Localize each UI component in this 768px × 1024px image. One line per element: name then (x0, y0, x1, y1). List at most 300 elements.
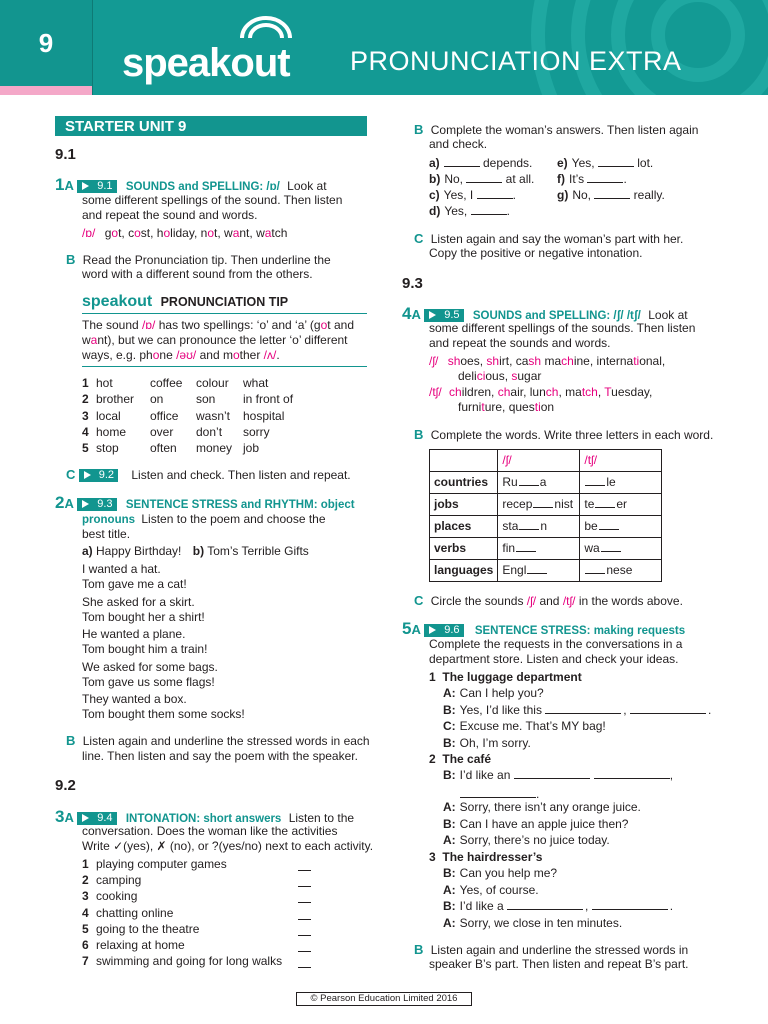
option-label: a) (82, 544, 93, 558)
list-word: often (150, 441, 177, 456)
table-cell (498, 472, 580, 494)
cell-text: te (584, 497, 595, 511)
speaker-label: A: (443, 833, 456, 847)
phonetic-symbol: /ʃ/ (526, 594, 537, 608)
list-word: office (150, 408, 179, 423)
dialogue-line (443, 800, 641, 815)
exercise-heading: SOUNDS and SPELLING: /ʃ/ /tʃ/ (472, 310, 641, 322)
list-item-number: 2 (82, 873, 89, 888)
list-word: coffee (150, 376, 183, 390)
answer-blank[interactable] (514, 768, 590, 779)
track-number: 9.2 (95, 469, 118, 482)
word-highlight: tch (581, 385, 598, 399)
dialogue-text: Can you help me? (459, 866, 558, 880)
exercise-letter: C (414, 593, 424, 608)
cell-text: le (606, 475, 616, 489)
sh-words-line1 (429, 354, 665, 369)
answer-suffix: . (623, 172, 627, 186)
cell-text: nist (554, 497, 574, 511)
cell-text: n (540, 519, 548, 533)
audio-play-icon[interactable] (77, 498, 93, 511)
activity-text: camping (96, 873, 142, 888)
answer-label: c) (429, 188, 440, 202)
cell-text: be (584, 519, 598, 533)
word-highlight: sh (447, 354, 461, 368)
cell-text: fin (502, 541, 516, 555)
cell-text: er (616, 497, 628, 511)
phonetic-symbol: /ɒ/ (142, 318, 156, 332)
table-header-cell: /ʃ/ (498, 450, 580, 472)
list-item-number: 1 (82, 376, 89, 390)
word-highlight: a (264, 226, 272, 240)
instruction-text: line. Then listen and say the poem with the speaker. (82, 749, 358, 763)
sound-example-words (82, 226, 287, 241)
list-item-number: 3 (82, 889, 89, 904)
word-part: st, (140, 226, 157, 240)
list-word: in front of (243, 392, 294, 407)
instruction-text: word with a different sound from the others. (82, 267, 313, 281)
word-part: tch (271, 226, 288, 240)
cell-blank[interactable] (599, 520, 619, 530)
answer-item (557, 188, 665, 203)
answer-blank[interactable] (298, 957, 311, 968)
answer-label: d) (429, 204, 441, 218)
cell-blank[interactable] (533, 498, 553, 508)
list-word: don’t (196, 424, 223, 439)
answer-blank[interactable] (298, 925, 311, 936)
poem-line: Tom bought them some socks! (82, 707, 245, 721)
word-highlight: a (232, 226, 240, 240)
word-part: w (224, 226, 233, 240)
poem-line: She asked for a skirt. (82, 595, 195, 609)
speaker-label: A: (443, 800, 456, 814)
phonetic-symbol: /tʃ/ (429, 385, 442, 399)
list-word: wasn’t (196, 408, 231, 423)
word-highlight: ch (497, 385, 511, 399)
speaker-label: B: (443, 702, 456, 717)
word-highlight: o (134, 226, 141, 240)
answer-prefix: No, (444, 172, 467, 186)
word-part: nt, (239, 226, 257, 240)
word-part: n (200, 226, 208, 240)
word-highlight: o (207, 226, 214, 240)
word-highlight: ch (561, 354, 574, 368)
tip-rule (82, 313, 367, 314)
word-highlight: sh (528, 354, 542, 368)
dialogue-line (443, 736, 531, 751)
table-row-header: countries (430, 472, 498, 494)
cell-blank[interactable] (585, 476, 605, 486)
exercise-heading: pronouns (82, 514, 136, 526)
table-row (430, 494, 662, 516)
tip-text: and (330, 318, 354, 332)
table-cell (498, 494, 580, 516)
answer-item (557, 156, 653, 171)
tip-rule (82, 366, 367, 367)
dialogue-text: Can I help you? (459, 686, 544, 700)
speaker-label: B: (443, 899, 456, 913)
exercise-number: 1 (55, 175, 65, 194)
answer-item (429, 188, 516, 203)
tip-text: ther (239, 348, 264, 362)
pronunciation-tip-heading (82, 292, 288, 312)
instruction-text: Listen to the poem and choose the (141, 512, 326, 526)
word-highlight: sh (486, 354, 500, 368)
tip-text: ne (159, 348, 177, 362)
word-highlight: ti (633, 354, 640, 368)
answer-blank[interactable] (630, 703, 706, 714)
answer-item (429, 156, 532, 171)
tip-text: . (276, 348, 280, 362)
audio-play-icon[interactable] (77, 180, 93, 193)
list-word: stop (96, 441, 119, 456)
answer-blank[interactable] (477, 188, 513, 199)
list-word: colour (196, 376, 229, 390)
exercise-letter: A (64, 496, 74, 511)
answer-prefix: Yes, (444, 204, 471, 218)
option-text: Tom’s Terrible Gifts (207, 544, 309, 558)
section-9-1: 9.1 (55, 146, 76, 163)
list-word: what (243, 376, 269, 390)
activity-text: playing computer games (96, 857, 227, 871)
word-part: g (104, 226, 112, 240)
exercise-letter: A (64, 178, 74, 193)
list-item-number: 4 (82, 905, 89, 920)
answer-item (429, 204, 510, 219)
exercise-number: 5 (402, 619, 412, 638)
unit-number-bar (0, 86, 92, 95)
track-number: 9.6 (440, 624, 463, 637)
cell-blank[interactable] (595, 498, 615, 508)
track-number: 9.1 (93, 180, 116, 193)
poem-line: I wanted a hat. (82, 562, 161, 576)
dialogue-text: Yes, of course. (459, 882, 539, 897)
instruction-text: best title. (82, 527, 131, 541)
list-word: local (96, 408, 121, 423)
answer-label: e) (557, 156, 568, 170)
list-item-number: 6 (82, 938, 89, 952)
table-cell (580, 560, 662, 582)
poem-line: Tom bought her a shirt! (82, 610, 205, 624)
phonetic-symbol: /ɒ/ (82, 226, 96, 240)
word-highlight: T (604, 385, 612, 399)
instruction-text: in the words above. (575, 594, 683, 608)
list-item-number: 5 (82, 921, 89, 936)
dialogue-line: B: I’d like an , . (443, 768, 674, 801)
table-row-header: jobs (430, 494, 498, 516)
word-highlight: o (163, 226, 171, 240)
tip-text: and m (196, 348, 233, 362)
table-row (430, 516, 662, 538)
instruction-text: Listen again and underline the stressed words in (430, 943, 689, 957)
speaker-label: A: (443, 686, 456, 700)
exercise-letter: C (414, 231, 424, 246)
exercise-letter: B (414, 942, 424, 957)
option-label: b) (192, 544, 205, 558)
word-part: liday, (170, 226, 201, 240)
poem-line: Tom gave us some flags! (82, 675, 215, 689)
list-item-number: 1 (82, 857, 89, 871)
section-9-3: 9.3 (402, 275, 423, 292)
cell-blank[interactable] (601, 542, 621, 552)
instruction-text: and repeat the sound and words. (82, 208, 258, 222)
cell-blank[interactable] (516, 542, 536, 552)
answer-blank[interactable] (545, 703, 621, 714)
logo-speak: speak (122, 41, 231, 85)
answer-blank[interactable] (594, 768, 670, 779)
sh-words-line2: delicious, sugar (458, 369, 542, 383)
dialogue-text: I’d like a (459, 899, 508, 913)
word-highlight: ch (449, 385, 462, 399)
list-word: hospital (243, 408, 285, 423)
answer-prefix: No, (572, 188, 595, 202)
cell-blank[interactable] (519, 520, 539, 530)
tip-text-line3 (82, 348, 280, 363)
activity-text: swimming and going for long walks (96, 954, 283, 969)
tip-text: ways, e.g. ph (82, 348, 153, 362)
conversation-number: 2 (429, 752, 436, 766)
exercise-5b (414, 942, 688, 958)
answer-prefix: Yes, I (443, 188, 477, 202)
exercise-heading: SENTENCE STRESS: making requests (474, 625, 686, 637)
exercise-2b (66, 733, 370, 749)
answer-blank[interactable] (598, 156, 634, 167)
speaker-label: B: (443, 735, 456, 750)
phonetic-symbol: /tʃ/ (562, 594, 576, 608)
activity-text: cooking (96, 889, 138, 904)
dialogue-text: Oh, I’m sorry. (459, 735, 531, 750)
instruction-text: Copy the positive or negative intonation. (429, 246, 643, 260)
logo-arc-icon (236, 16, 296, 40)
conversation-number: 1 (429, 670, 436, 684)
list-word: brother (96, 392, 135, 407)
dialogue-text: Sorry, there’s no juice today. (459, 833, 610, 847)
word-highlight: o (232, 348, 240, 362)
cell-text: wa (584, 541, 600, 555)
list-word: money (196, 441, 233, 456)
answer-suffix: depends. (479, 156, 533, 170)
speaker-label: A: (443, 915, 456, 930)
page-title: PRONUNCIATION EXTRA (350, 46, 682, 76)
exercise-letter: A (411, 622, 421, 637)
answer-label: f) (557, 172, 565, 186)
example-words (105, 226, 288, 240)
dialogue-line: B: I’d like a , . (443, 899, 674, 913)
audio-play-icon[interactable] (424, 624, 440, 637)
cell-text: a (539, 475, 547, 489)
table-cell (580, 472, 662, 494)
answer-blank[interactable] (298, 876, 311, 887)
word-part: w (256, 226, 265, 240)
answer-blank[interactable] (594, 188, 630, 199)
activity-text: relaxing at home (96, 938, 185, 952)
table-cell (498, 560, 580, 582)
conversation-title: The café (442, 752, 492, 766)
title-options (82, 544, 309, 559)
instruction-text: and (536, 594, 563, 608)
poem-line: Tom gave me a cat! (82, 577, 187, 591)
answer-blank[interactable] (471, 204, 507, 215)
table-cell (498, 538, 580, 560)
tip-text: The sound (82, 318, 143, 332)
poem-line: Tom bought him a train! (82, 642, 208, 656)
instruction-text: Look at (648, 308, 688, 322)
word-part: t, (118, 226, 129, 240)
word-part: h (156, 226, 164, 240)
answer-blank[interactable] (460, 787, 536, 798)
exercise-letter: B (66, 252, 76, 267)
table-row-header: verbs (430, 538, 498, 560)
table-cell (580, 516, 662, 538)
list-word: hot (96, 376, 113, 390)
answer-prefix: Yes, (571, 156, 598, 170)
table-row (430, 538, 662, 560)
cell-blank[interactable] (585, 564, 605, 574)
instruction-text: department store. Listen and check your ideas. (429, 652, 679, 666)
speaker-label: B: (443, 816, 456, 831)
dialogue-line (443, 817, 628, 832)
answer-label: b) (429, 172, 441, 186)
instruction-text: Listen and check. Then listen and repeat. (131, 468, 351, 482)
tip-text: t (327, 318, 331, 332)
dialogue-line (443, 833, 610, 848)
answer-suffix: . (512, 188, 516, 202)
answer-blank[interactable] (444, 156, 480, 167)
track-number: 9.4 (93, 812, 116, 825)
answer-blank[interactable] (466, 172, 502, 183)
answer-suffix: at all. (502, 172, 535, 186)
cell-blank[interactable] (519, 476, 539, 486)
table-header-row (430, 450, 662, 472)
list-word: over (150, 424, 174, 439)
exercise-number: 3 (55, 807, 65, 826)
answer-label: g) (557, 188, 569, 202)
header-divider (92, 0, 93, 95)
table-row (430, 472, 662, 494)
phonetic-symbol: /ʃ/ (429, 354, 439, 368)
cell-text: sta (502, 519, 519, 533)
table-cell (580, 494, 662, 516)
exercise-letter: B (414, 427, 424, 442)
instruction-text: speaker B’s part. Then listen and repeat B’s part. (429, 957, 689, 971)
list-item-number: 5 (82, 441, 89, 456)
audio-play-icon[interactable] (79, 469, 95, 482)
dialogue-text: Sorry, we close in ten minutes. (459, 915, 623, 930)
table-cell (498, 516, 580, 538)
answer-item (557, 172, 627, 187)
speaker-label: A: (443, 882, 456, 897)
answer-label: a) (429, 156, 440, 170)
answer-item (429, 172, 534, 187)
instruction-text: Read the Pronunciation tip. Then underline the (82, 253, 331, 267)
conversation-3-title (429, 850, 542, 865)
sounds-table (429, 449, 662, 582)
logo-out: out (230, 41, 290, 85)
conversation-title: The hairdresser’s (442, 850, 543, 864)
exercise-number: 2 (55, 493, 65, 512)
answer-blank[interactable] (507, 899, 583, 910)
word-highlight: s (511, 369, 518, 383)
unit-title: STARTER UNIT 9 (55, 116, 367, 136)
exercise-letter: B (66, 733, 76, 748)
speaker-label: C: (443, 719, 456, 733)
list-item-number: 4 (82, 424, 89, 439)
word-highlight: o (320, 318, 328, 332)
exercise-4b (414, 427, 713, 443)
exercise-number: 4 (402, 304, 412, 323)
answer-blank[interactable] (592, 899, 668, 910)
poem-line: He wanted a plane. (82, 627, 186, 641)
list-item-number: 7 (82, 954, 89, 969)
list-item-number: 2 (82, 392, 89, 407)
answer-blank[interactable] (298, 860, 311, 871)
dialogue-line (443, 686, 544, 701)
poem-line: We asked for some bags. (82, 660, 218, 674)
speakout-logo (122, 38, 290, 88)
answer-blank[interactable] (298, 941, 311, 952)
table-row-header: places (430, 516, 498, 538)
example-words: shoes, shirt, cash machine, international, (447, 354, 666, 368)
instruction-text: Complete the woman’s answers. Then listen again (430, 123, 699, 137)
exercise-letter: C (66, 467, 76, 482)
instruction-text: Listen again and say the woman’s part with her. (430, 232, 684, 246)
exercise-heading: SENTENCE STRESS and RHYTHM: object (125, 499, 355, 511)
dialogue-text: Excuse me. That’s MY bag! (459, 719, 606, 733)
dialogue-line (443, 916, 622, 931)
speaker-label: B: (443, 866, 456, 880)
tip-text: g (313, 318, 321, 332)
cell-blank[interactable] (527, 564, 547, 574)
word-highlight: ci (476, 369, 486, 383)
instruction-text: and repeat the sounds and words. (429, 336, 611, 350)
conversation-title: The luggage department (442, 670, 582, 684)
table-header-cell: /tʃ/ (580, 450, 662, 472)
exercise-letter: A (64, 810, 74, 825)
instruction-text: some different spellings of the sound. Then listen (82, 193, 343, 207)
list-word: sorry (243, 424, 270, 439)
table-row (430, 560, 662, 582)
ch-words-line2: furniture, question (458, 400, 555, 414)
table-body (430, 472, 662, 582)
exercise-letter: B (414, 122, 424, 137)
list-word: son (196, 392, 216, 407)
option-text: Happy Birthday! (96, 544, 182, 558)
table-cell (580, 538, 662, 560)
dialogue-text: Yes, I’d like this (459, 702, 546, 717)
cell-text: Ru (502, 475, 518, 489)
answer-blank[interactable] (298, 909, 311, 920)
dialogue-line (443, 883, 539, 898)
exercise-1b (66, 252, 331, 268)
exercise-3c (414, 231, 683, 247)
instruction-text: Write ✓(yes), ✗ (no), or ?(yes/no) next to each activity. (82, 839, 374, 853)
word-highlight: ch (545, 385, 559, 399)
conversation-2-title (429, 752, 491, 767)
word-highlight: a (90, 333, 98, 347)
answer-blank[interactable] (298, 892, 311, 903)
answer-blank[interactable] (587, 172, 623, 183)
page-header (0, 0, 768, 95)
ch-words-line1 (429, 385, 652, 400)
exercise-letter: A (411, 307, 421, 322)
example-words: children, chair, lunch, match, Tuesday, (449, 385, 653, 399)
tip-label: PRONUNCIATION TIP (160, 295, 289, 309)
cell-text: Engl (502, 563, 527, 577)
exercise-3b (414, 122, 698, 138)
speaker-label: B: (443, 768, 456, 782)
instruction-text: Look at (287, 179, 327, 193)
tip-text: nt), but we can pronounce the letter ‘o’ different (97, 333, 348, 347)
